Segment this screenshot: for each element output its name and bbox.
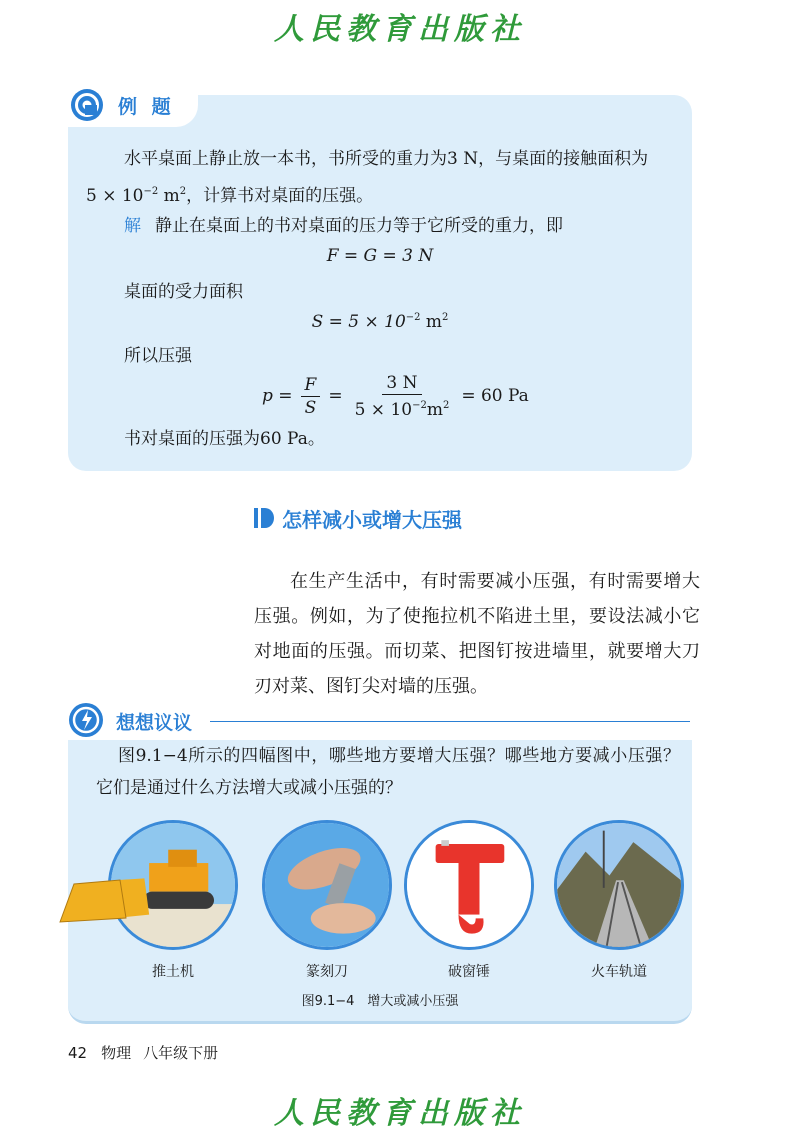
bulldozer-blade-icon bbox=[58, 878, 128, 924]
picture-label-3: 破窗锤 bbox=[448, 964, 490, 980]
page-number: 42 bbox=[68, 1044, 88, 1062]
example-conclusion: 书对桌面的压强为60 Pa。 bbox=[124, 429, 325, 449]
discussion-title: 想想议议 bbox=[116, 712, 193, 734]
example-problem-line1: 水平桌面上静止放一本书，书所受的重力为3 N，与桌面的接触面积为 bbox=[124, 149, 649, 169]
page-footer bbox=[68, 1042, 218, 1063]
equation-force: F = G = 3 N bbox=[326, 246, 434, 266]
picture-label-1: 推土机 bbox=[152, 964, 194, 980]
carving-knife-icon bbox=[262, 820, 392, 950]
equation-area: $S = 5 \times 10^{-2}$ $m^2$ bbox=[311, 312, 449, 332]
picture-label-4: 火车轨道 bbox=[591, 964, 647, 980]
fraction-f-over-s: $\frac{F}{S}$ bbox=[301, 375, 321, 418]
publisher-watermark-bottom: 人民教育出版社 bbox=[274, 1096, 526, 1130]
publisher-watermark-top: 人民教育出版社 bbox=[274, 12, 526, 47]
discussion-icon bbox=[68, 702, 104, 738]
window-hammer-icon bbox=[404, 820, 534, 950]
so-label: 所以压强 bbox=[124, 346, 192, 366]
solution-label: 解 bbox=[124, 216, 141, 236]
example-title: 例 题 bbox=[118, 96, 175, 118]
railway-track-icon bbox=[554, 820, 684, 950]
fraction-values: $\frac{3 N}{5 \times 10^{-2}m^2}$ bbox=[354, 372, 450, 420]
subject: 物理 bbox=[101, 1044, 132, 1062]
discussion-text: 图9.1−4所示的四幅图中，哪些地方要增大压强？哪些地方要减小压强？它们是通过什么方法增大或减小压强的？ bbox=[96, 746, 680, 798]
picture-label-2: 篆刻刀 bbox=[306, 964, 348, 980]
equation-pressure: p = $\frac{F}{S}$ = $\frac{3 N}{5 \times 10^{-2}m^2}$ = 60 Pa bbox=[262, 372, 529, 420]
grade: 八年级下册 bbox=[143, 1044, 219, 1062]
section-title: 怎样减小或增大压强 bbox=[282, 508, 462, 532]
target-icon bbox=[70, 88, 104, 122]
area-label: 桌面的受力面积 bbox=[124, 282, 243, 302]
example-problem-line2: $5 \times 10^{-2}$ $m^2$，计算书对桌面的压强。 bbox=[86, 186, 374, 206]
section-paragraph: 在生产生活中，有时需要减小压强，有时需要增大压强。例如，为了使拖拉机不陷进土里，要设法减小它对地面的压强。而切菜、把图钉按进墙里，就要增大刀刃对菜、图钉尖对墙的压强。 bbox=[254, 571, 700, 697]
figure-caption: 图9.1−4 增大或减小压强 bbox=[301, 994, 459, 1009]
discussion-divider bbox=[210, 721, 690, 722]
section-marker-icon bbox=[254, 507, 274, 529]
solution-line: 解 静止在桌面上的书对桌面的压力等于它所受的重力，即 bbox=[124, 216, 563, 236]
